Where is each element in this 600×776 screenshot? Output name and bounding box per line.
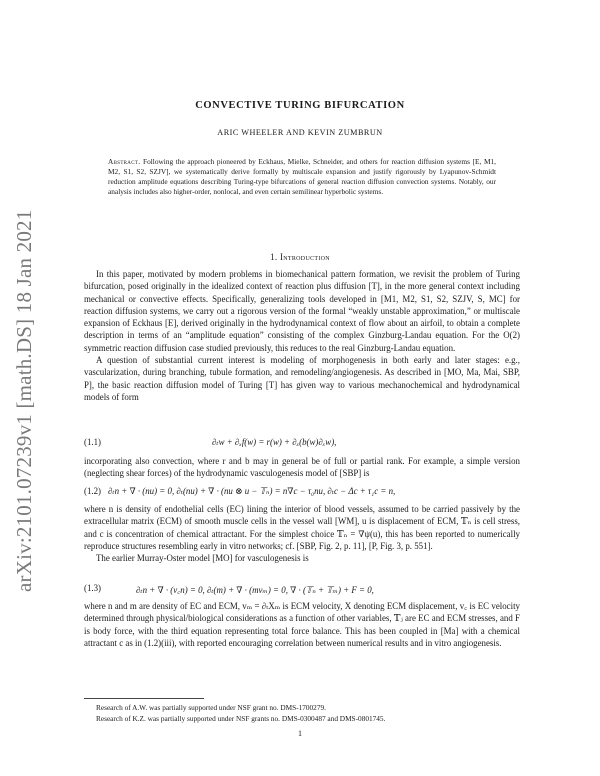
paragraph-4: where n is density of endothelial cells (EC) lining the interior of blood vessels, assumed to be carried passively by the extracellular matrix (ECM) of smooth muscle cells in the vessel wall [WM], u is displacement of ECM, 𝕋ₙ is cell stress, and c is concentration of chemical attractant. For the simplest choice 𝕋ₙ = ∇ψ(u), this has been reported to numerically reproduce structures resembling early in vitro networks; cf. [SBP, Fig. 2, p. 11], [P, Fig. 3, p. 551]. <box>84 504 520 551</box>
paper-authors: ARIC WHEELER AND KEVIN ZUMBRUN <box>217 128 383 137</box>
paragraph-5: The earlier Murray-Oster model [MO] for vasculogenesis is <box>96 553 309 564</box>
page-number: 1 <box>298 729 302 738</box>
paragraph-6: where n and m are density of EC and ECM, vₘ = ∂ₜXₘ is ECM velocity, X denoting ECM displacement, v꜀ is EC velocity determined through physical/biological considerations as a function of other variables, 𝕋ⱼ are EC and ECM stresses, and F is body force, with the third equation representing total force balance. This has been coupled in [Ma] with a chemical attractant c as in (1.2)(iii), with reported encouraging correlation between numerical results and in vitro angiogenesis. <box>84 601 520 648</box>
equation-1-3 <box>84 583 520 596</box>
footnote-1: Research of A.W. was partially supported under NSF grant no. DMS-1700279. <box>96 703 326 712</box>
equation-1-1 <box>84 437 520 450</box>
abstract-label: Abstract. <box>108 157 141 166</box>
paper-title: CONVECTIVE TURING BIFURCATION <box>195 100 405 111</box>
paragraph-2: A question of substantial current interest is modeling of morphogenesis in both early and later stages: e.g., vascularization, during branching, tubule formation, and remodeling/angiogenesis. As described in [MO, Ma, Mai, SBP, P], the basic reaction diffusion model of Turing [T] has given way to various mechanochemical and hydrodynamical models of form <box>84 355 520 402</box>
footnote-2: Research of K.Z. was partially supported under NSF grants no. DMS-0300487 and DMS-0801745. <box>96 714 386 723</box>
equation-body: ∂ₜn + ∇ · (v꜀n) = 0, ∂ₜ(m) + ∇ · (mvₘ) = 0, ∇ · (𝕋ₙ + 𝕋ₘ) + F = 0, <box>136 585 374 595</box>
abstract-text: Following the approach pioneered by Eckhaus, Mielke, Schneider, and others for reaction diffusion systems [E, M1, M2, S1, S2, SZJV], we systematically derive formally by multiscale expansion and justify rigorously by Lyapunov-Schmidt reduction amplitude equations describing Turing-type bifurcations of general reaction diffusion convection systems. Notably, our analysis includes also higher-order, nonlocal, and even certain semilinear hyperbolic systems. <box>108 157 496 196</box>
intro-block-4 <box>84 600 520 649</box>
abstract <box>108 157 496 197</box>
intro-block-3 <box>84 503 520 564</box>
equation-number: (1.1) <box>84 437 102 447</box>
paragraph-1: In this paper, motivated by modern problems in biomechanical pattern formation, we revisit the problem of Turing bifurcation, posed originally in the idealized context of reaction plus diffusion [T], in the more general context including mechanical or convective effects. Specifically, generalizing tools developed in [M1, M2, S1, S2, SZJV, S, MC] for reaction diffusion systems, we carry out a rigorous version of the formal “weakly unstable approximation,” or multiscale expansion of Eckhaus [E], derived originally in the hydrodynamical context of flow about an airfoil, to obtain a complete description in terms of an “amplitude equation” consisting of the complex Ginzburg-Landau equation. For the O(2) symmetric reaction diffusion case studied previously, this reduces to the real Ginzburg-Landau equation. <box>84 269 520 353</box>
equation-body: ∂ₜw + ∂ₓf(w) = r(w) + ∂ₓ(b(w)∂ₓw), <box>212 437 337 447</box>
equation-1-2 <box>84 486 520 499</box>
intro-block-1 <box>84 268 520 403</box>
equation-number: (1.2) <box>84 486 102 496</box>
footnote-rule <box>84 698 204 699</box>
paragraph-3: incorporating also convection, where r and b may in general be of full or partial rank. For example, a simple version (neglecting shear forces) of the hydrodynamic vasculogenesis model of [SBP] is <box>84 456 520 479</box>
section-heading: 1. Introduction <box>270 252 330 262</box>
equation-body: ∂ₜn + ∇ · (nu) = 0, ∂ₜ(nu) + ∇ · (nu ⊗ u − 𝕋ₙ) = n∇c − τ₀nu, ∂ₜc − Δc + τ₁c = n, <box>108 486 396 496</box>
equation-number: (1.3) <box>84 583 102 593</box>
arxiv-stamp: arXiv:2101.07239v1 [math.DS] 18 Jan 2021 <box>12 209 36 592</box>
intro-block-2 <box>84 455 520 480</box>
